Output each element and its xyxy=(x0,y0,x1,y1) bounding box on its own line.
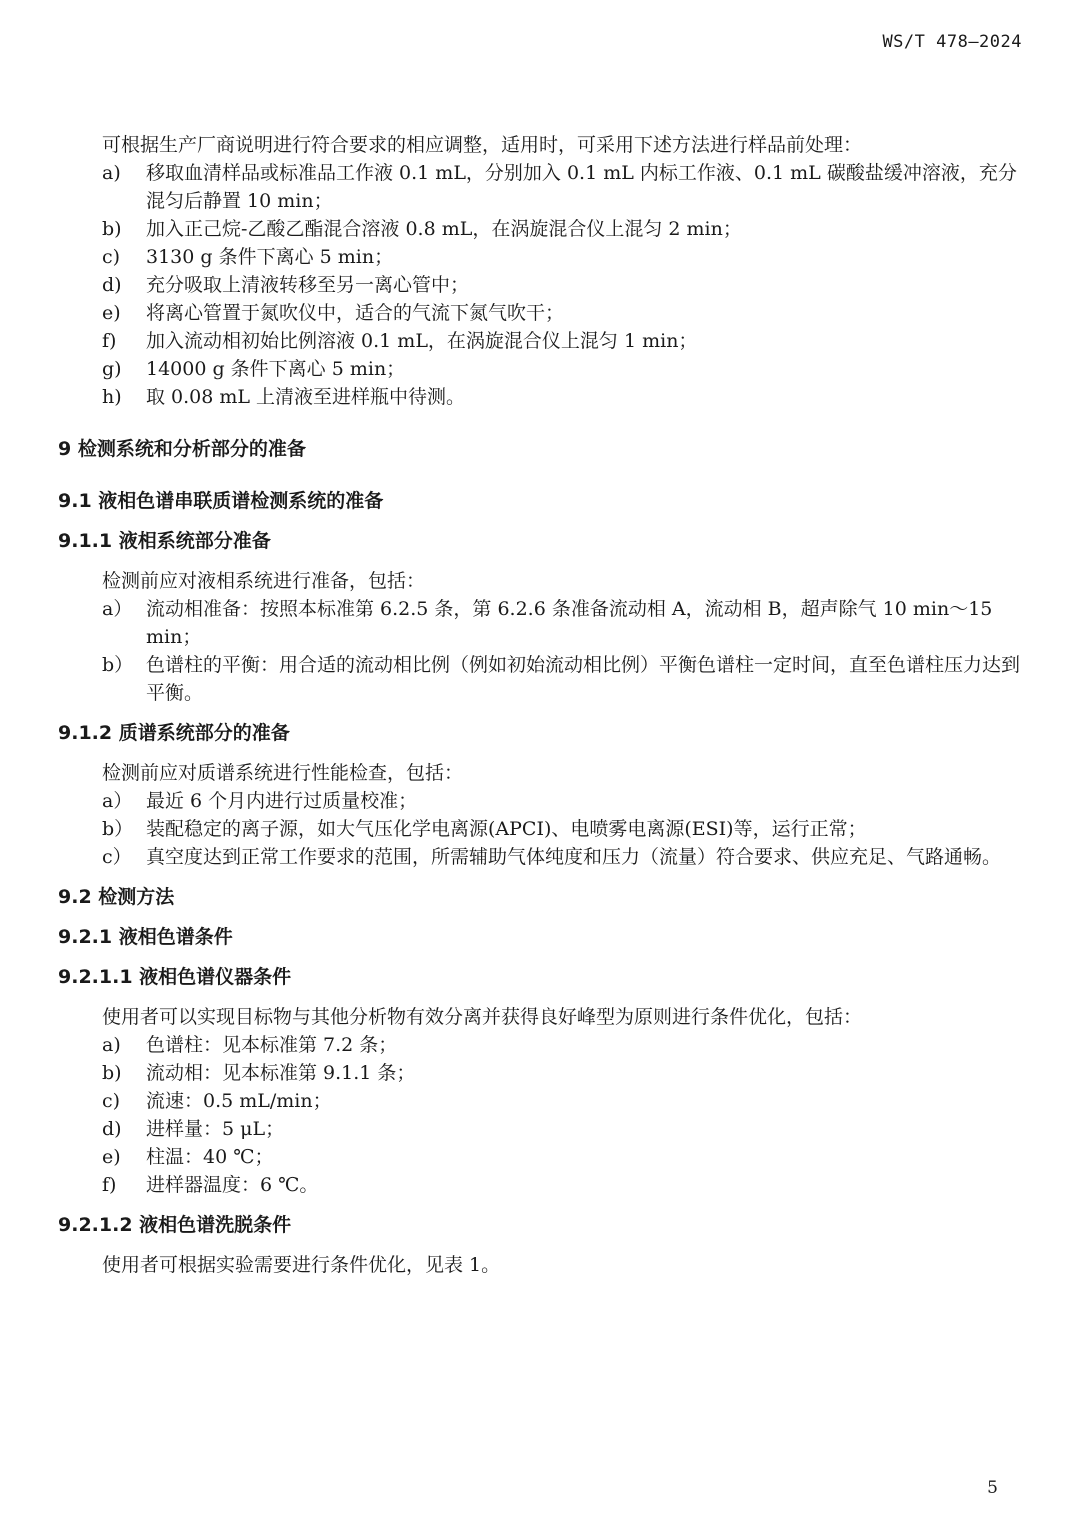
list-item-text: 移取血清样品或标准品工作液 0.1 mL，分别加入 0.1 mL 内标工作液、0.1 mL 碳酸盐缓冲溶液，充分混匀后静置 10 min； xyxy=(146,162,1017,212)
list-marker: e) xyxy=(102,302,121,324)
lc-prep-list xyxy=(0,595,1080,707)
list-marker: c) xyxy=(102,1090,121,1112)
list-marker: f) xyxy=(102,330,117,352)
list-item-text: 3130 g 条件下离心 5 min； xyxy=(146,246,394,268)
list-item xyxy=(0,1059,1080,1087)
section-9-1-heading: 9.1 液相色谱串联质谱检测系统的准备 xyxy=(58,490,384,512)
list-item-text: 加入流动相初始比例溶液 0.1 mL，在涡旋混合仪上混匀 1 min； xyxy=(146,330,698,352)
pretreatment-steps xyxy=(0,159,1080,411)
list-marker: a) xyxy=(102,1034,121,1056)
list-item xyxy=(0,327,1080,355)
ms-prep-list xyxy=(0,787,1080,871)
section-9-2-1-1-heading: 9.2.1.1 液相色谱仪器条件 xyxy=(58,966,292,988)
list-marker: a) xyxy=(102,162,121,184)
section-9-2-1-1-intro: 使用者可以实现目标物与其他分析物有效分离并获得良好峰型为原则进行条件优化，包括： xyxy=(102,1006,863,1028)
section-9-2-heading: 9.2 检测方法 xyxy=(58,886,175,908)
list-item xyxy=(0,243,1080,271)
list-item-text: 色谱柱：见本标准第 7.2 条； xyxy=(146,1034,398,1056)
list-marker: d) xyxy=(102,274,122,296)
list-item xyxy=(0,787,1080,815)
lc-conditions-list xyxy=(0,1031,1080,1199)
list-item xyxy=(0,651,1080,707)
section-9-1-1-intro: 检测前应对液相系统进行准备，包括： xyxy=(102,570,426,592)
list-item xyxy=(0,595,1080,651)
list-marker: c） xyxy=(102,846,132,868)
list-item-text: 流动相：见本标准第 9.1.1 条； xyxy=(146,1062,416,1084)
section-9-1-2-intro: 检测前应对质谱系统进行性能检查，包括： xyxy=(102,762,464,784)
list-item xyxy=(0,383,1080,411)
list-item-text: 将离心管置于氮吹仪中，适合的气流下氮气吹干； xyxy=(146,302,565,324)
list-item xyxy=(0,1087,1080,1115)
page-number: 5 xyxy=(987,1478,998,1498)
section-9-2-1-heading: 9.2.1 液相色谱条件 xyxy=(58,926,233,948)
list-item xyxy=(0,355,1080,383)
list-item xyxy=(0,815,1080,843)
list-marker: f) xyxy=(102,1174,117,1196)
list-item xyxy=(0,1143,1080,1171)
list-item-text: 流动相准备：按照本标准第 6.2.5 条，第 6.2.6 条准备流动相 A，流动相 B，超声除气 10 min～15 min； xyxy=(146,598,993,648)
list-item-text: 加入正己烷-乙酸乙酯混合溶液 0.8 mL，在涡旋混合仪上混匀 2 min； xyxy=(146,218,742,240)
list-item xyxy=(0,215,1080,243)
list-marker: g) xyxy=(102,358,122,380)
list-marker: b) xyxy=(102,1062,122,1084)
list-item xyxy=(0,271,1080,299)
section-9-2-1-2-intro: 使用者可根据实验需要进行条件优化，见表 1。 xyxy=(102,1254,501,1276)
list-item-text: 最近 6 个月内进行过质量校准； xyxy=(146,790,418,812)
list-item xyxy=(0,159,1080,215)
list-item xyxy=(0,1031,1080,1059)
list-item xyxy=(0,299,1080,327)
list-item-text: 取 0.08 mL 上清液至进样瓶中待测。 xyxy=(146,386,466,408)
list-marker: e) xyxy=(102,1146,121,1168)
list-marker: b) xyxy=(102,218,122,240)
section-9-1-2-heading: 9.1.2 质谱系统部分的准备 xyxy=(58,722,290,744)
standard-code: WS/T 478—2024 xyxy=(882,32,1022,52)
list-item-text: 色谱柱的平衡：用合适的流动相比例（例如初始流动相比例）平衡色谱柱一定时间，直至色谱柱压力达到平衡。 xyxy=(146,654,1021,704)
list-item-text: 柱温：40 ℃； xyxy=(146,1146,274,1168)
section-9-1-1-heading: 9.1.1 液相系统部分准备 xyxy=(58,530,271,552)
list-marker: c) xyxy=(102,246,121,268)
list-marker: d) xyxy=(102,1118,122,1140)
list-item xyxy=(0,1115,1080,1143)
list-marker: b） xyxy=(102,818,134,840)
section-9-2-1-2-heading: 9.2.1.2 液相色谱洗脱条件 xyxy=(58,1214,292,1236)
list-item xyxy=(0,1171,1080,1199)
list-item-text: 进样器温度：6 ℃。 xyxy=(146,1174,319,1196)
document-body xyxy=(0,131,1080,1279)
list-item-text: 充分吸取上清液转移至另一离心管中； xyxy=(146,274,470,296)
list-item-text: 14000 g 条件下离心 5 min； xyxy=(146,358,406,380)
list-marker: b） xyxy=(102,654,134,676)
intro-paragraph: 可根据生产厂商说明进行符合要求的相应调整，适用时，可采用下述方法进行样品前处理： xyxy=(102,134,863,156)
list-item-text: 装配稳定的离子源，如大气压化学电离源(APCI)、电喷雾电离源(ESI)等，运行正常； xyxy=(146,818,867,840)
list-item-text: 流速：0.5 mL/min； xyxy=(146,1090,332,1112)
list-marker: h) xyxy=(102,386,122,408)
list-item-text: 真空度达到正常工作要求的范围，所需辅助气体纯度和压力（流量）符合要求、供应充足、气路通畅。 xyxy=(146,846,1002,868)
list-item-text: 进样量：5 μL； xyxy=(146,1118,285,1140)
section-9-heading: 9 检测系统和分析部分的准备 xyxy=(58,438,306,460)
list-marker: a） xyxy=(102,790,133,812)
list-item xyxy=(0,843,1080,871)
list-marker: a） xyxy=(102,598,133,620)
